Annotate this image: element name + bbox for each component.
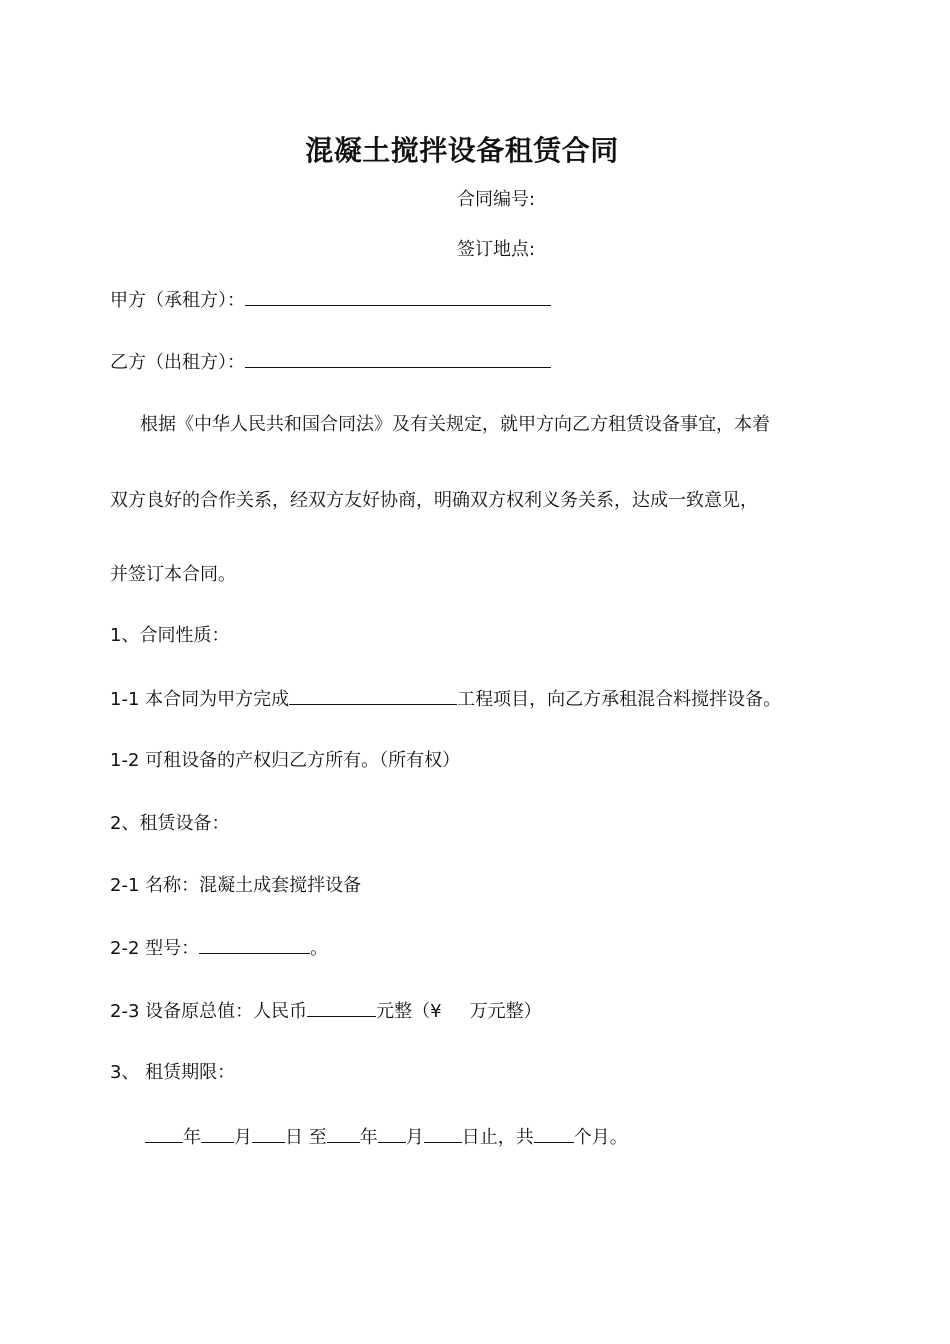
end-year-blank[interactable] — [327, 1124, 360, 1143]
end-month-label: 月 — [405, 1127, 424, 1148]
item-2-2-suffix: 。 — [310, 938, 329, 959]
end-month-blank[interactable] — [378, 1124, 406, 1143]
start-year-blank[interactable] — [145, 1124, 183, 1143]
section-2-item-2 — [110, 935, 328, 962]
signing-place-label: 签订地点: — [457, 239, 536, 260]
intro-line-3: 并签订本合同。 — [110, 564, 236, 585]
model-blank[interactable] — [199, 935, 310, 954]
end-day-blank[interactable] — [424, 1124, 462, 1143]
months-count-blank[interactable] — [534, 1124, 574, 1143]
section-3-heading: 3、 租赁期限： — [110, 1062, 236, 1083]
item-2-3-suffix: 万元整） — [469, 1001, 542, 1022]
intro-line-1: 根据《中华人民共和国合同法》及有关规定，就甲方向乙方租赁设备事宜，本着 — [140, 414, 770, 435]
item-1-1-suffix: 工程项目，向乙方承租混合料搅拌设备。 — [457, 689, 782, 710]
intro-line-2: 双方良好的合作关系，经双方友好协商，明确双方权利义务关系，达成一致意见， — [110, 490, 758, 511]
section-1-item-2: 1-2 可租设备的产权归乙方所有。（所有权） — [110, 750, 461, 771]
item-2-2-prefix: 2-2 型号： — [110, 938, 200, 959]
start-month-blank[interactable] — [201, 1124, 234, 1143]
item-2-3-prefix: 2-3 设备原总值：人民币 — [110, 1001, 308, 1022]
total-value-blank[interactable] — [307, 998, 376, 1017]
months-label: 个月。 — [573, 1127, 628, 1148]
party-a-blank[interactable] — [245, 287, 551, 306]
section-2-item-3 — [110, 998, 542, 1025]
contract-number-label: 合同编号: — [457, 189, 536, 210]
project-name-blank[interactable] — [289, 686, 457, 705]
party-a-label: 甲方（承租方）： — [110, 290, 245, 311]
section-2-heading: 2、租赁设备： — [110, 813, 230, 834]
item-1-1-prefix: 1-1 本合同为甲方完成 — [110, 689, 290, 710]
start-day-blank[interactable] — [252, 1124, 285, 1143]
start-day-label: 日 至 — [285, 1127, 327, 1148]
party-a-line — [110, 287, 551, 314]
party-b-blank[interactable] — [245, 349, 551, 368]
section-1-item-1 — [110, 686, 781, 713]
party-b-label: 乙方（出租方）： — [110, 352, 245, 373]
party-b-line — [110, 349, 551, 376]
start-month-label: 月 — [234, 1127, 252, 1148]
section-1-heading: 1、合同性质： — [110, 625, 230, 646]
item-2-3-middle: 元整（¥ — [376, 1001, 442, 1022]
end-year-label: 年 — [359, 1127, 378, 1148]
lease-period-line — [145, 1124, 628, 1151]
document-title: 混凝土搅拌设备租赁合同 — [305, 134, 619, 167]
start-year-label: 年 — [183, 1127, 201, 1148]
end-day-label: 日止，共 — [461, 1127, 534, 1148]
section-2-item-1: 2-1 名称：混凝土成套搅拌设备 — [110, 875, 362, 896]
